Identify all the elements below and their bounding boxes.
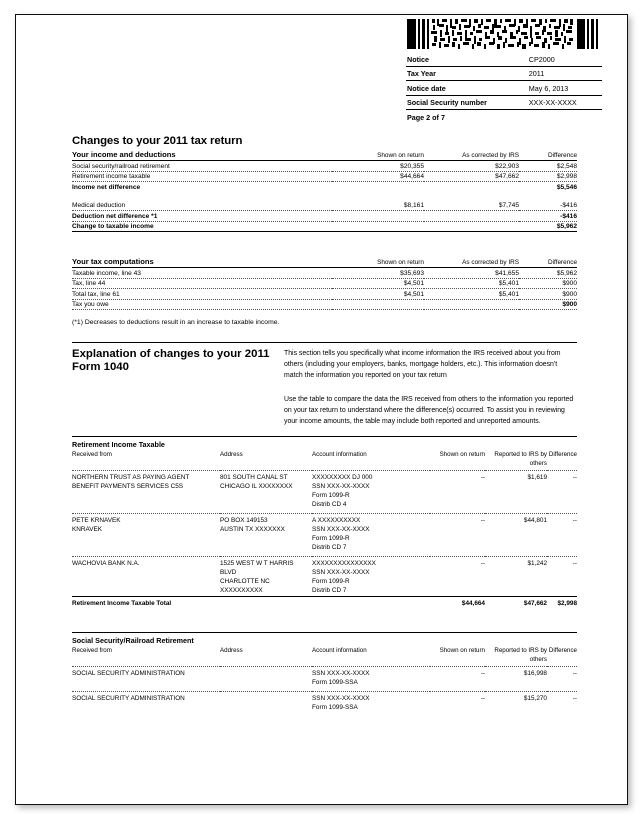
- row-address: [220, 513, 312, 553]
- address-line: XXXXXXXXXX: [220, 587, 263, 595]
- retirement-table-header: [72, 450, 577, 470]
- account-line: Form 1099-R: [312, 492, 350, 500]
- row-spacer: [72, 192, 577, 201]
- notice-value: CP2000: [528, 52, 602, 66]
- col-header-address: Address: [220, 646, 312, 666]
- table-row-subtotal: [72, 211, 577, 221]
- row-corrected: $22,903: [424, 161, 519, 171]
- notice-label: Notice date: [406, 81, 528, 96]
- page-number: Page 2 of 7: [407, 112, 445, 122]
- row-address: [220, 470, 312, 510]
- account-line: Form 1099-R: [312, 578, 350, 586]
- col-header-shown: Shown on return: [430, 646, 485, 666]
- notice-row: [406, 66, 602, 81]
- explanation-paragraph: Use the table to compare the data the IRS received from others to the information you reported on your tax return to understand where the difference(s) occurred. To assist you in reviewing your income amounts, the table may include both reported and unreported amounts.: [284, 395, 574, 425]
- col-header-account: Account information: [312, 450, 430, 470]
- notice-value: May 6, 2013: [528, 81, 602, 96]
- col-header-received-from: Received from: [72, 450, 220, 470]
- explanation-heading: Explanation of changes to your 2011 Form 1040: [72, 348, 270, 374]
- address-line: AUSTIN TX XXXXXXX: [220, 526, 285, 533]
- table-row: [72, 556, 577, 597]
- table-row: [72, 470, 577, 510]
- account-line: XXXXXXXXX DJ 000: [312, 473, 373, 481]
- total-label: Retirement Income Taxable Total: [72, 597, 430, 609]
- row-received-from: [72, 470, 220, 510]
- row-shown: [332, 211, 424, 221]
- row-shown: $8,161: [332, 201, 424, 211]
- table-row-total: [72, 299, 577, 309]
- row-difference: $2,998: [519, 171, 577, 181]
- explanation-body: [284, 348, 577, 427]
- section-divider: [72, 342, 577, 343]
- row-label: Change to taxable income: [72, 221, 332, 231]
- account-line: Distrib CD 4: [312, 501, 347, 509]
- retirement-income-table: [72, 450, 577, 609]
- row-received-from: [72, 666, 220, 688]
- table-row-total: [72, 182, 577, 192]
- notice-row: [406, 52, 602, 66]
- row-difference: -$416: [519, 201, 577, 211]
- document-page: [15, 14, 628, 805]
- explanation-section: [72, 342, 577, 427]
- pdf417-barcode: [406, 19, 602, 49]
- explanation-paragraph: This section tells you specifically what income information the IRS received about you from others (including your employers, banks, mortgage holders, etc.). This information doesn't match the information you reported on your tax return: [284, 350, 561, 380]
- account-line: A XXXXXXXXXX: [312, 516, 361, 524]
- col-header-shown: Shown on return: [430, 450, 485, 470]
- computations-table-header: [72, 256, 577, 268]
- total-shown: $44,664: [430, 597, 485, 609]
- total-reported: $47,662: [485, 597, 547, 609]
- col-header-category: Your income and deductions: [72, 149, 332, 161]
- row-reported: $44,801: [523, 516, 547, 524]
- account-line: Form 1099-SSA: [312, 679, 358, 687]
- account-line: SSN XXX-XX-XXXX: [312, 483, 370, 491]
- account-line: Distrib CD 7: [312, 544, 347, 552]
- row-reported: $16,998: [523, 669, 547, 677]
- address-line: BLVD: [220, 568, 237, 576]
- income-table-header: [72, 149, 577, 161]
- row-corrected: [424, 299, 519, 309]
- notice-row: [406, 81, 602, 96]
- row-corrected: [424, 182, 519, 192]
- col-header-difference: Difference: [547, 646, 577, 666]
- row-account-info: [312, 470, 430, 510]
- row-shown: [332, 299, 424, 309]
- row-label: Income net difference: [72, 183, 141, 191]
- row-corrected: $7,745: [424, 201, 519, 211]
- payer-line: KNRAVEK: [72, 526, 103, 533]
- row-shown: [332, 182, 424, 192]
- account-line: Form 1099-SSA: [312, 703, 358, 711]
- row-difference: --: [572, 473, 577, 481]
- row-shown: --: [480, 669, 485, 677]
- notice-header: [406, 19, 606, 124]
- table-row: [72, 691, 577, 713]
- row-shown: $4,501: [332, 278, 424, 288]
- col-header-corrected: As corrected by IRS: [424, 256, 519, 268]
- row-corrected: [424, 221, 519, 231]
- account-line: SSN XXX-XX-XXXX: [312, 669, 370, 677]
- row-difference: --: [572, 559, 577, 567]
- row-corrected: $47,662: [424, 171, 519, 181]
- section-divider: [72, 436, 577, 437]
- row-shown: $44,664: [332, 171, 424, 181]
- row-corrected: $41,655: [424, 268, 519, 278]
- row-shown: --: [480, 559, 485, 567]
- account-line: Form 1099-R: [312, 535, 350, 543]
- footnote: (*1) Decreases to deductions result in an increase to taxable income.: [72, 319, 280, 327]
- row-difference: $900: [519, 299, 577, 309]
- col-header-difference: Difference: [519, 149, 577, 161]
- row-reported: $15,270: [523, 694, 547, 702]
- row-label: Deduction net difference *1: [72, 211, 332, 221]
- row-account-info: [312, 666, 430, 688]
- col-header-address: Address: [220, 450, 312, 470]
- table-row-total: [72, 221, 577, 231]
- col-header-shown: Shown on return: [332, 149, 424, 161]
- notice-value: 2011: [528, 66, 602, 81]
- row-address: [220, 691, 312, 713]
- row-account-info: [312, 556, 430, 597]
- retirement-total-row: [72, 597, 577, 609]
- row-label: Retirement income taxable: [72, 171, 332, 181]
- account-line: SSN XXX-XX-XXXX: [312, 694, 370, 702]
- col-header-received-from: Received from: [72, 646, 220, 666]
- row-label: Medical deduction: [72, 201, 332, 211]
- row-difference: --: [572, 669, 577, 677]
- tax-computations-section: [72, 256, 577, 326]
- payer-line: SOCIAL SECURITY ADMINISTRATION: [72, 669, 185, 677]
- notice-row: [406, 95, 602, 110]
- total-difference: $2,998: [547, 597, 577, 609]
- notice-page-row: [406, 110, 602, 124]
- row-address: [220, 666, 312, 688]
- row-reported: $1,242: [527, 559, 547, 567]
- social-security-section: [72, 632, 577, 713]
- address-line: 801 SOUTH CANAL ST: [220, 473, 288, 481]
- account-line: XXXXXXXXXXXXXXX: [312, 559, 376, 567]
- col-header-reported: Reported to IRS by others: [485, 646, 547, 666]
- row-received-from: [72, 513, 220, 553]
- payer-line: NORTHERN TRUST AS PAYING AGENT: [72, 473, 190, 481]
- row-received-from: [72, 691, 220, 713]
- row-difference: $5,962: [519, 221, 577, 231]
- notice-label: Social Security number: [406, 95, 528, 110]
- row-difference: $5,962: [519, 268, 577, 278]
- account-line: SSN XXX-XX-XXXX: [312, 526, 370, 533]
- social-security-table: [72, 646, 577, 713]
- address-line: PO BOX 149153: [220, 516, 268, 524]
- row-difference: $900: [519, 278, 577, 288]
- table-row: [72, 161, 577, 171]
- table-row: [72, 666, 577, 688]
- row-label: Tax, line 44: [72, 278, 332, 288]
- account-line: SSN XXX-XX-XXXX: [312, 568, 370, 576]
- row-shown: $4,501: [332, 289, 424, 299]
- socialsecurity-table-title: Social Security/Railroad Retirement: [72, 636, 194, 645]
- retirement-income-section: [72, 436, 577, 609]
- notice-label: Tax Year: [406, 66, 528, 81]
- row-reported: $1,619: [527, 473, 547, 481]
- col-header-reported: Reported to IRS by others: [485, 450, 547, 470]
- row-difference: --: [572, 694, 577, 702]
- notice-value: XXX-XX-XXXX: [528, 95, 602, 110]
- payer-line: BENEFIT PAYMENTS SERVICES C5S: [72, 483, 184, 491]
- row-corrected: $5,401: [424, 278, 519, 288]
- col-header-category: Your tax computations: [72, 256, 332, 268]
- table-row: [72, 289, 577, 299]
- row-shown: --: [480, 694, 485, 702]
- col-header-difference: Difference: [547, 450, 577, 470]
- retirement-table-title: Retirement Income Taxable: [72, 440, 165, 449]
- row-label: Tax you owe: [72, 299, 332, 309]
- col-header-shown: Shown on return: [332, 256, 424, 268]
- notice-info-table: [406, 52, 602, 124]
- row-shown: $35,693: [332, 268, 424, 278]
- payer-line: PETE KRNAVEK: [72, 516, 121, 524]
- tax-computations-table: [72, 256, 577, 310]
- table-row: [72, 171, 577, 181]
- row-account-info: [312, 691, 430, 713]
- row-received-from: [72, 556, 220, 597]
- row-label: Social security/railroad retirement: [72, 161, 332, 171]
- changes-title: Changes to your 2011 tax return: [72, 135, 243, 147]
- row-corrected: $5,401: [424, 289, 519, 299]
- payer-line: WACHOVIA BANK N.A.: [72, 559, 140, 567]
- payer-line: SOCIAL SECURITY ADMINISTRATION: [72, 694, 185, 702]
- row-difference: -$416: [519, 211, 577, 221]
- row-corrected: [424, 211, 519, 221]
- address-line: 1525 WEST W T HARRIS: [220, 559, 294, 567]
- row-account-info: [312, 513, 430, 553]
- row-shown: [332, 221, 424, 231]
- income-deductions-table: [72, 149, 577, 232]
- address-line: CHICAGO IL XXXXXXXX: [220, 483, 293, 491]
- section-divider: [72, 632, 577, 633]
- address-line: CHARLOTTE NC: [220, 578, 270, 586]
- col-header-account: Account information: [312, 646, 430, 666]
- col-header-difference: Difference: [519, 256, 577, 268]
- row-shown: --: [480, 473, 485, 481]
- row-shown: --: [480, 516, 485, 524]
- account-line: Distrib CD 7: [312, 587, 347, 595]
- table-row: [72, 278, 577, 288]
- row-difference: $2,548: [519, 161, 577, 171]
- row-difference: --: [572, 516, 577, 524]
- changes-section: [72, 135, 577, 232]
- row-label: Total tax, line 61: [72, 289, 332, 299]
- notice-label: Notice: [406, 52, 528, 66]
- row-difference: $5,546: [556, 183, 577, 191]
- table-row: [72, 268, 577, 278]
- row-address: [220, 556, 312, 597]
- row-shown: $20,355: [332, 161, 424, 171]
- row-difference: $900: [519, 289, 577, 299]
- col-header-corrected: As corrected by IRS: [424, 149, 519, 161]
- socialsecurity-table-header: [72, 646, 577, 666]
- row-label: Taxable income, line 43: [72, 268, 332, 278]
- table-row: [72, 201, 577, 211]
- table-row: [72, 513, 577, 553]
